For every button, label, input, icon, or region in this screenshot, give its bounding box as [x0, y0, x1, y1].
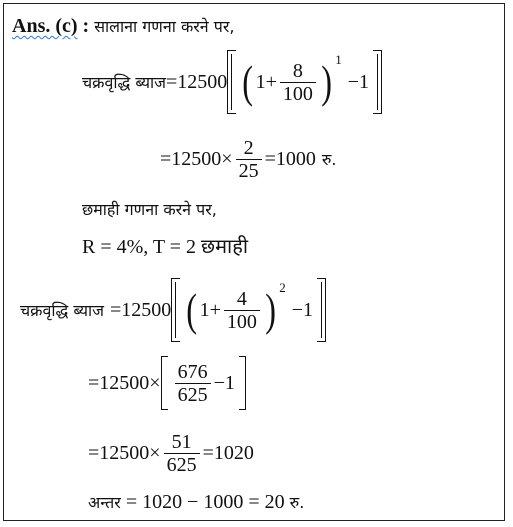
ci-annual-formula: [82, 50, 382, 114]
answer-separator: :: [77, 15, 95, 37]
close-bracket: [317, 278, 326, 342]
step-fraction: [175, 361, 211, 406]
answer-label: Ans. (c): [12, 15, 78, 37]
multiply-expr: =12500×: [88, 371, 161, 394]
ci-half-yearly-formula: [20, 278, 326, 342]
ci-label: चक्रवृद्धि ब्याज: [20, 301, 105, 320]
half-yearly-heading: छमाही गणना करने पर,: [82, 200, 217, 219]
ci-label: चक्रवृद्धि ब्याज: [82, 73, 167, 92]
open-bracket: [227, 50, 236, 114]
result-numerator: 2: [243, 136, 254, 159]
difference-line: [88, 490, 304, 515]
multiply-expr: =12500×: [88, 441, 161, 464]
rate-fraction: [280, 60, 316, 105]
result-denominator: 625: [164, 453, 200, 476]
rate-denominator: 100: [280, 82, 316, 105]
rate-time-text: R = 4%, T = 2 छमाही: [82, 236, 249, 258]
ci-eq-principal: =12500: [110, 298, 172, 321]
one-plus: 1+: [255, 70, 277, 93]
open-bracket: [161, 356, 168, 410]
step-denominator: 625: [175, 383, 211, 406]
rate-denominator: 100: [224, 310, 260, 333]
half-yearly-result: [88, 426, 254, 480]
annual-result: [160, 132, 337, 186]
open-paren: (: [242, 56, 254, 107]
currency-unit: रु.: [289, 493, 305, 512]
result-numerator: 51: [171, 430, 192, 453]
rate-numerator: 8: [292, 59, 303, 82]
result-denominator: 25: [236, 159, 262, 182]
one-plus: 1+: [199, 298, 221, 321]
half-yearly-step: [88, 356, 246, 410]
step-numerator: 676: [177, 360, 208, 383]
annual-calc-heading: सालाना गणना करने पर,: [94, 17, 235, 36]
open-paren: (: [186, 284, 198, 335]
close-bracket: [239, 356, 246, 410]
open-bracket: [171, 278, 180, 342]
multiply-expr: =12500×: [160, 147, 233, 170]
annual-ci-value: =1000: [264, 147, 316, 170]
rate-fraction: [224, 288, 260, 333]
difference-label: अन्तर: [88, 493, 121, 512]
rate-time-values: [82, 235, 248, 259]
close-paren: ): [321, 56, 332, 107]
currency-unit: रु.: [321, 150, 337, 169]
minus-one: −1: [347, 70, 370, 93]
exponent: 2: [279, 280, 286, 295]
minus-one: −1: [213, 371, 235, 394]
exponent: 1: [335, 52, 342, 67]
minus-one: −1: [291, 298, 314, 321]
result-fraction: [164, 431, 200, 476]
close-bracket: [373, 50, 382, 114]
result-fraction: [236, 137, 262, 182]
answer-header: [12, 14, 234, 39]
half-yearly-ci-value: =1020: [202, 441, 254, 464]
difference-expr: = 1020 − 1000 = 20: [125, 491, 285, 513]
close-paren: ): [265, 284, 276, 335]
ci-eq-principal: =12500: [166, 70, 228, 93]
rate-numerator: 4: [236, 287, 247, 310]
